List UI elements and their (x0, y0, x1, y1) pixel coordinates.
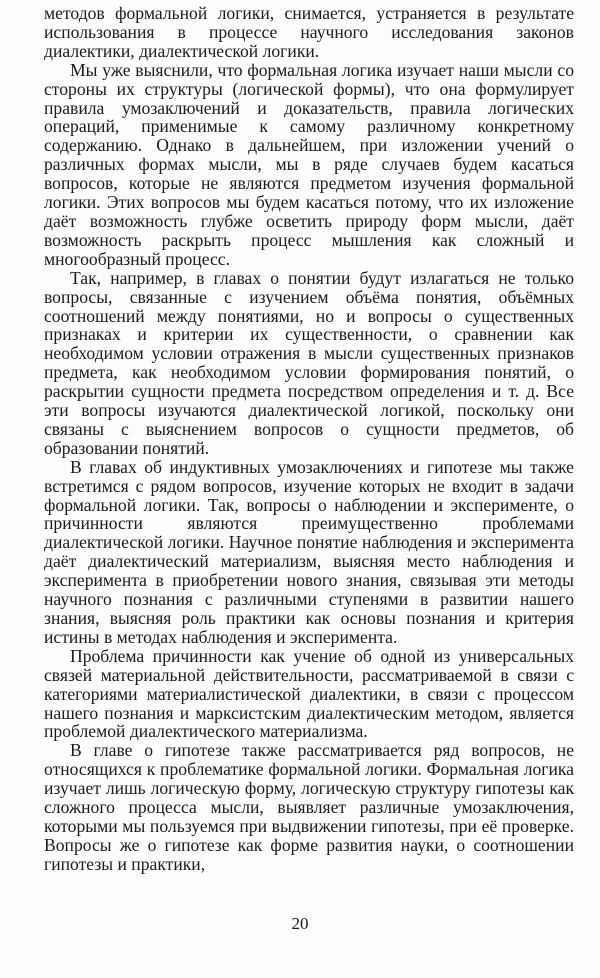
paragraph-concept-chapters: Так, например, в главах о понятии будут излагаться не только вопросы, связанные с изучением объёма понятия, объёмных соотношений между понятиями, но и вопросы о существенных признаках и критерии их существенности, о сравнении как необходимом условии отражения в мысли существенных признаков предмета, как необходимом условии формирования понятий, о раскрытии сущности предмета посредством определения и т. д. Все эти вопросы изучаются диалектической логикой, поскольку они связаны с выяснением вопросов о сущности предметов, об образовании понятий. (44, 267, 574, 458)
page-number: 20 (291, 914, 309, 933)
paragraph-causality: Проблема причинности как учение об одной из универсальных связей материальной действительности, рассматриваемой в связи с категориями материалистической диалектики, в связи с процессом нашего познания и марксистским диалектическим методом, является проблемой диалектического материализма. (44, 645, 574, 742)
paragraph-hypothesis: В главе о гипотезе также рассматривается ряд вопросов, не относящихся к проблематике формальной логики. Формальная логика изучает лишь логическую форму, логическую структуру гипотезы как сложного процесса мысли, выявляет различные умозаключения, которыми мы пользуемся при выдвижении гипотезы, при её проверке. Вопросы же о гипотезе как форме развития науки, о соотношении гипотезы и практики, (44, 740, 574, 874)
paragraph-formal-logic: Мы уже выяснили, что формальная логика изучает наши мысли со стороны их структуры (логической формы), что она формулирует правила умозаключений и доказательств, правила логических операций, применимые к самому различному конкретному содержанию. Однако в дальнейшем, при изложении учений о различных формах мысли, мы в ряде случаев будем касаться вопросов, которые не являются предметом изучения формальной логики. Этих вопросов мы будем касаться потому, что их изложение даёт возможность глубже осветить природу форм мысли, даёт возможность раскрыть процесс мышления как сложный и многообразный процесс. (44, 59, 574, 269)
paragraph-induction-chapters: В главах об индуктивных умозаключениях и гипотезе мы также встретимся с рядом вопросов, изучение которых не входит в задачи формальной логики. Так, вопросы о наблюдении и эксперименте, о причинности являются преимущественно проблемами диалектической логики. Научное понятие наблюдения и эксперимента даёт диалектический материализм, выясняя место наблюдения и эксперимента в приобретении нового знания, связывая эти методы научного познания с различными ступенями в развитии нашего знания, выясняя роль практики как основы познания и критерия истины в методах наблюдения и эксперимента. (44, 456, 574, 647)
body-text (44, 4, 574, 874)
paragraph-continuation: методов формальной логики, снимается, устраняется в результате использования в процессе научного исследования законов диалектики, диалектической логики. (44, 3, 574, 61)
